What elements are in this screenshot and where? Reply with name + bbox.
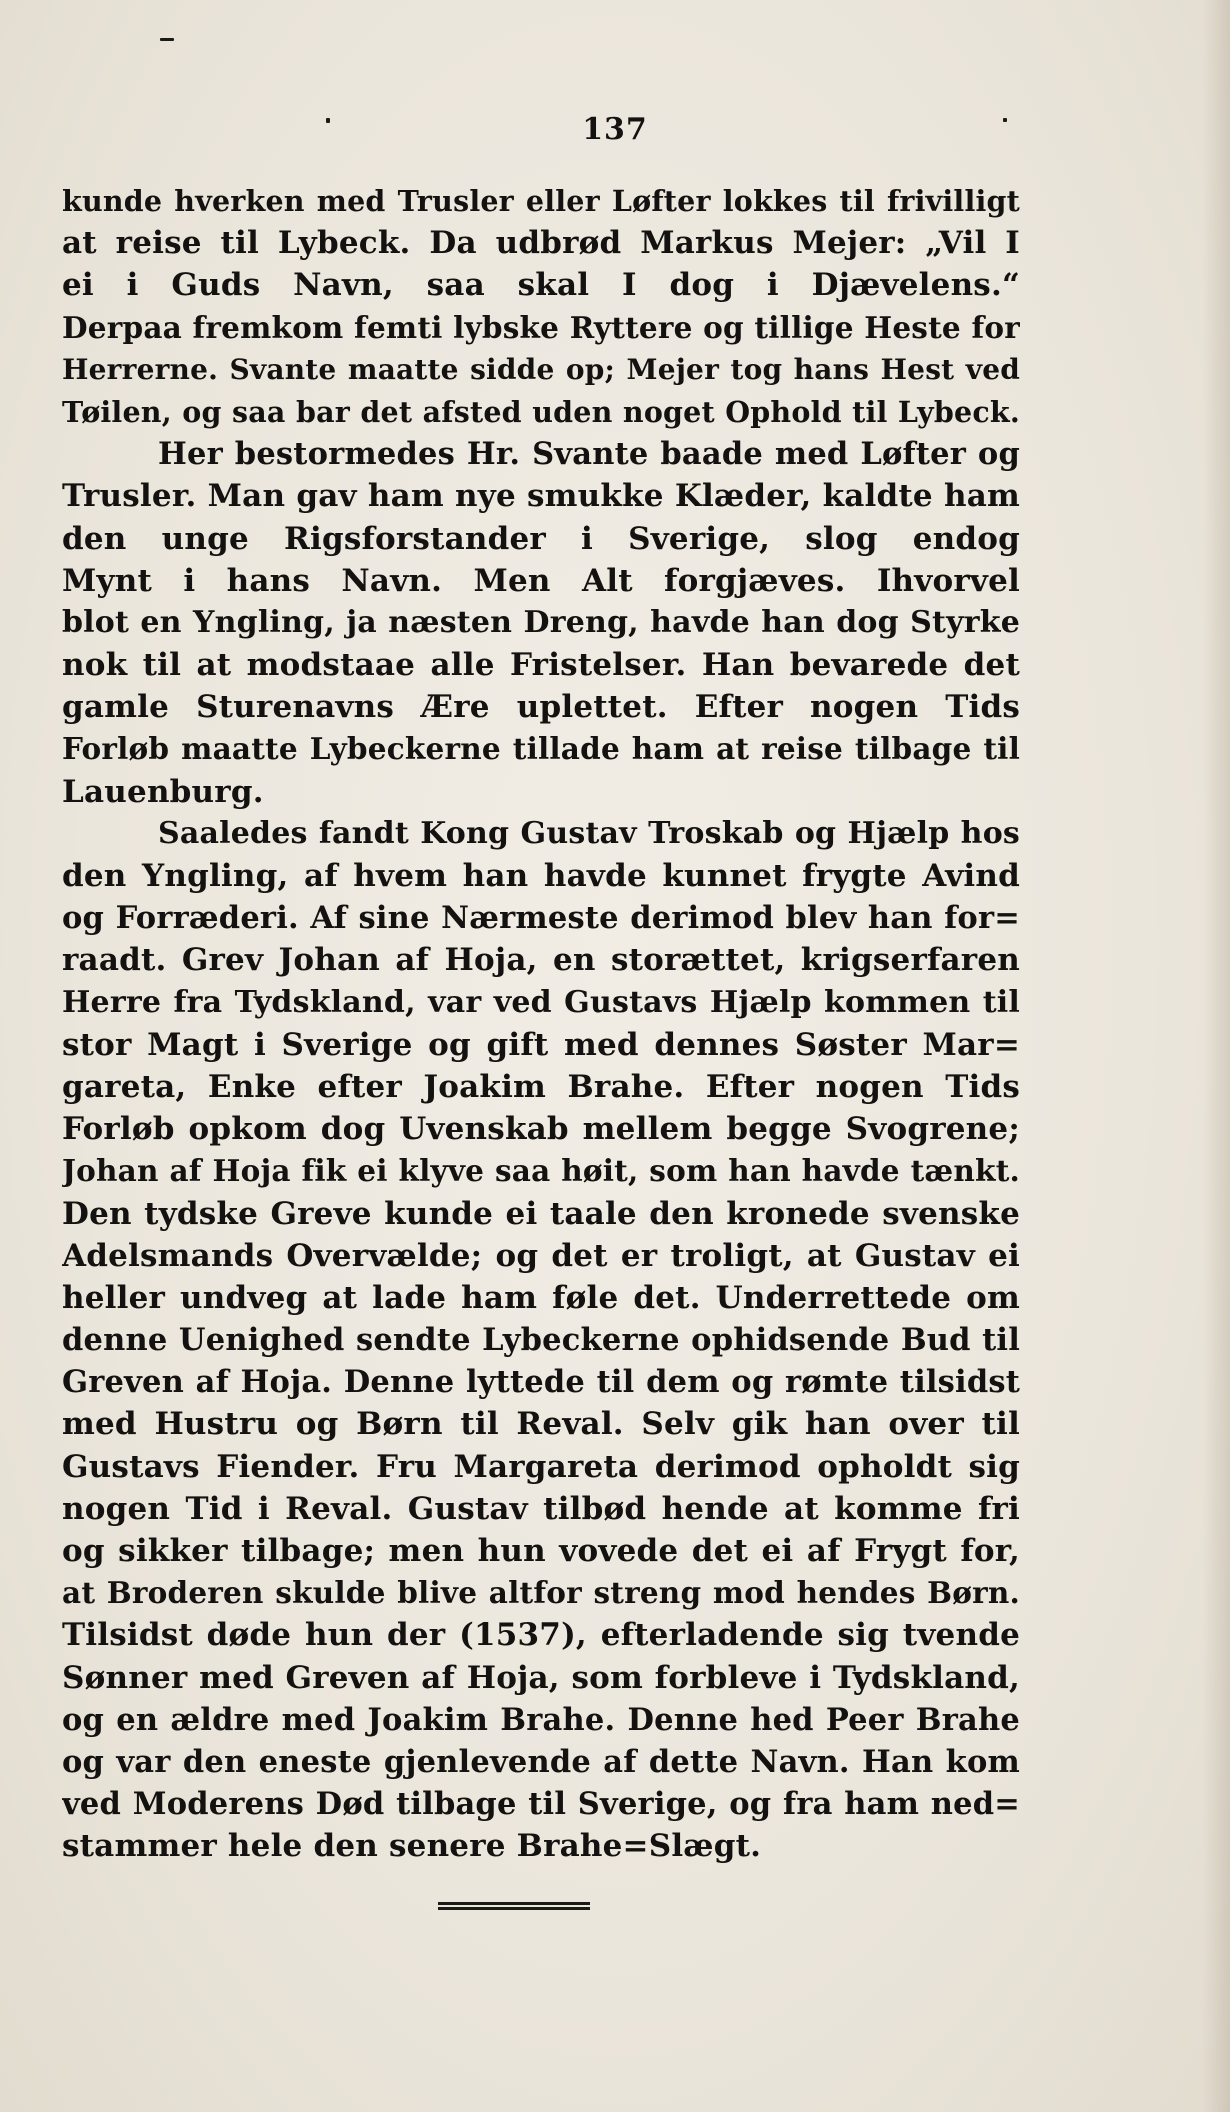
text-line: heller undveg at lade ham føle det. Underrettede om bbox=[62, 1279, 1020, 1316]
text-line: gareta, Enke efter Joakim Brahe. Efter nogen Tids bbox=[62, 1068, 1020, 1105]
text-line: Forløb opkom dog Uvenskab mellem begge Svogrene; bbox=[62, 1111, 1020, 1148]
text-line: blot en Yngling, ja næsten Dreng, havde han dog Styrke bbox=[62, 604, 1020, 640]
text-line: gamle Sturenavns Ære uplettet. Efter nogen Tids bbox=[62, 689, 1020, 726]
text-line: Forløb maatte Lybeckerne tillade ham at reise tilbage til bbox=[62, 731, 1020, 767]
text-line: og en ældre med Joakim Brahe. Denne hed Peer Brahe bbox=[62, 1701, 1020, 1738]
text-line: Her bestormedes Hr. Svante baade med Løfter og bbox=[158, 436, 1020, 473]
text-line: Lauenburg. bbox=[62, 773, 264, 810]
text-line: Den tydske Greve kunde ei taale den kronede svenske bbox=[62, 1195, 1020, 1232]
body-text bbox=[62, 180, 1020, 1868]
text-line: Saaledes fandt Kong Gustav Troskab og Hjælp hos bbox=[158, 815, 1020, 851]
text-line: Herre fra Tydskland, var ved Gustavs Hjælp kommen til bbox=[62, 984, 1020, 1020]
text-line: raadt. Grev Johan af Hoja, en storættet, krigserfaren bbox=[62, 942, 1020, 979]
text-line: Tøilen, og saa bar det afsted uden noget Ophold til Lybeck. bbox=[62, 394, 1020, 429]
text-line: at reise til Lybeck. Da udbrød Markus Mejer: „Vil I bbox=[62, 225, 1020, 262]
text-line: Greven af Hoja. Denne lyttede til dem og rømte tilsidst bbox=[62, 1364, 1020, 1401]
text-line: Herrerne. Svante maatte sidde op; Mejer tog hans Hest ved bbox=[62, 352, 1020, 386]
text-line: og Forræderi. Af sine Nærmeste derimod blev han for= bbox=[62, 900, 1020, 937]
text-line: Tilsidst døde hun der (1537), efterladende sig tvende bbox=[62, 1617, 1020, 1654]
text-line: kunde hverken med Trusler eller Løfter lokkes til frivilligt bbox=[62, 184, 1020, 218]
text-line: ei i Guds Navn, saa skal I dog i Djævelens.“ bbox=[62, 267, 1020, 304]
page-edge-shadow bbox=[1202, 0, 1230, 2112]
text-line: at Broderen skulde blive altfor streng mod hendes Børn. bbox=[62, 1575, 1020, 1611]
text-line: Trusler. Man gav ham nye smukke Klæder, kaldte ham bbox=[62, 478, 1020, 515]
text-line: den Yngling, af hvem han havde kunnet frygte Avind bbox=[62, 858, 1020, 894]
text-line: ved Moderens Død tilbage til Sverige, og fra ham ned= bbox=[62, 1786, 1020, 1823]
text-line: Sønner med Greven af Hoja, som forbleve i Tydskland, bbox=[62, 1659, 1020, 1696]
text-line: Mynt i hans Navn. Men Alt forgjæves. Ihvorvel bbox=[62, 562, 1020, 599]
text-line: denne Uenighed sendte Lybeckerne ophidsende Bud til bbox=[62, 1322, 1020, 1359]
text-line: med Hustru og Børn til Reval. Selv gik han over til bbox=[62, 1406, 1020, 1443]
text-line: stammer hele den senere Brahe=Slægt. bbox=[62, 1828, 762, 1865]
text-line: stor Magt i Sverige og gift med dennes Søster Mar= bbox=[62, 1026, 1020, 1063]
text-line: Johan af Hoja fik ei klyve saa høit, som han havde tænkt. bbox=[62, 1153, 1020, 1189]
text-line: nok til at modstaae alle Fristelser. Han bevarede det bbox=[62, 647, 1020, 684]
text-line: nogen Tid i Reval. Gustav tilbød hende at komme fri bbox=[62, 1490, 1020, 1527]
ink-speck bbox=[160, 38, 174, 41]
text-line: Gustavs Fiender. Fru Margareta derimod opholdt sig bbox=[62, 1448, 1020, 1485]
page-number: 137 bbox=[582, 112, 648, 147]
text-line: den unge Rigsforstander i Sverige, slog endog bbox=[62, 520, 1020, 557]
text-line: Derpaa fremkom femti lybske Ryttere og tillige Heste for bbox=[62, 309, 1020, 345]
text-line: og var den eneste gjenlevende af dette Navn. Han kom bbox=[62, 1743, 1020, 1780]
closing-rule-ornament bbox=[438, 1902, 590, 1910]
text-line: og sikker tilbage; men hun vovede det ei af Frygt for, bbox=[62, 1533, 1020, 1569]
text-line: Adelsmands Overvælde; og det er troligt, at Gustav ei bbox=[62, 1237, 1020, 1274]
